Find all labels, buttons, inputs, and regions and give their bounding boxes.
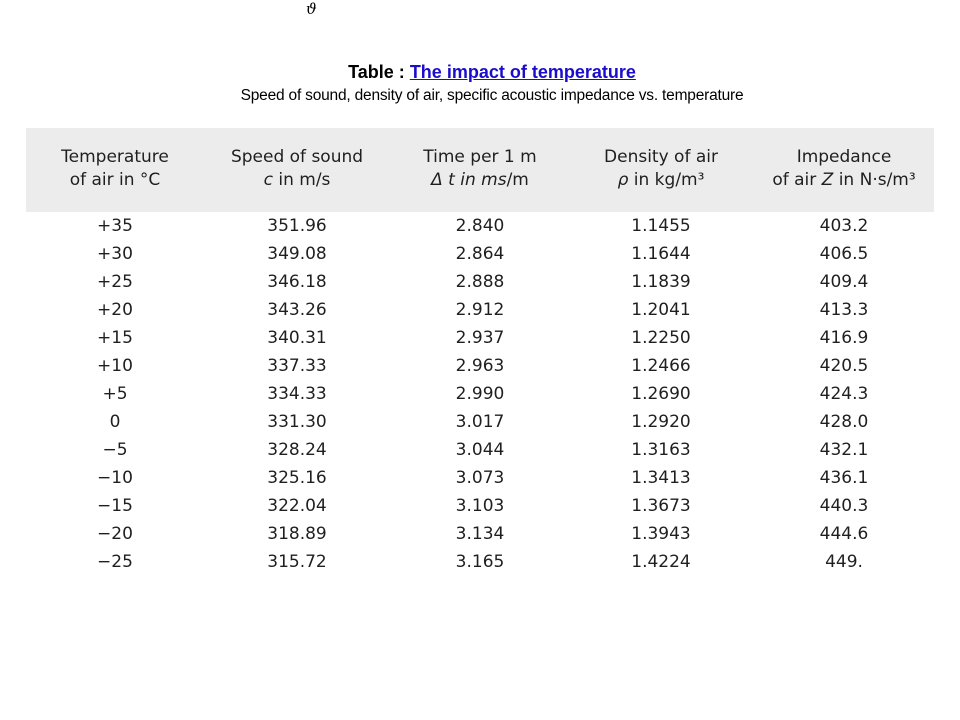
table-row [0, 548, 960, 576]
table-cell-time-per-1m: 2.937 [455, 328, 505, 348]
table-cell-impedance: 424.3 [819, 384, 869, 404]
table-cell-speed-of-sound: 322.04 [267, 496, 327, 516]
table-cell-impedance: 449. [825, 552, 863, 572]
table-cell-temperature: −15 [97, 496, 133, 516]
table-row [0, 520, 960, 548]
table-cell-temperature: −25 [97, 552, 133, 572]
table-cell-time-per-1m: 3.073 [455, 468, 505, 488]
table-cell-density-of-air: 1.3673 [631, 496, 691, 516]
table-cell-density-of-air: 1.2250 [631, 328, 691, 348]
table-title [0, 61, 960, 83]
table-cell-impedance: 413.3 [819, 300, 869, 320]
table-cell-time-per-1m: 3.134 [455, 524, 505, 544]
table-cell-speed-of-sound: 351.96 [267, 216, 327, 236]
column-header-line1: Density of air [604, 147, 718, 167]
table-cell-temperature: +30 [97, 244, 133, 264]
table-cell-speed-of-sound: 346.18 [267, 272, 327, 292]
title-prefix: Table : [348, 62, 410, 82]
table-cell-impedance: 428.0 [819, 412, 869, 432]
table-cell-temperature: +15 [97, 328, 133, 348]
table-cell-time-per-1m: 3.044 [455, 440, 505, 460]
table-row [0, 324, 960, 352]
title-link[interactable]: The impact of temperature [409, 62, 636, 82]
column-header-line2: Δ t in ms/m [431, 170, 529, 190]
table-cell-speed-of-sound: 340.31 [267, 328, 327, 348]
table-cell-time-per-1m: 2.990 [455, 384, 505, 404]
table-cell-speed-of-sound: 328.24 [267, 440, 327, 460]
column-header-line1: Time per 1 m [423, 147, 537, 167]
table-cell-speed-of-sound: 343.26 [267, 300, 327, 320]
table-cell-time-per-1m: 2.888 [455, 272, 505, 292]
table-cell-time-per-1m: 3.017 [455, 412, 505, 432]
table-row [0, 240, 960, 268]
table-cell-impedance: 409.4 [819, 272, 869, 292]
table-cell-speed-of-sound: 318.89 [267, 524, 327, 544]
table-cell-temperature: −5 [102, 440, 128, 460]
table-cell-time-per-1m: 2.840 [455, 216, 505, 236]
table-cell-temperature: −10 [97, 468, 133, 488]
table-subtitle: Speed of sound, density of air, specific acoustic impedance vs. temperature [240, 87, 744, 104]
table-cell-density-of-air: 1.4224 [631, 552, 691, 572]
table-cell-density-of-air: 1.3413 [631, 468, 691, 488]
table-row [0, 268, 960, 296]
table-cell-temperature: 0 [109, 412, 121, 432]
column-header-density-of-air [586, 146, 736, 192]
table-cell-density-of-air: 1.1644 [631, 244, 691, 264]
column-header-line2: c in m/s [263, 170, 331, 190]
table-cell-speed-of-sound: 331.30 [267, 412, 327, 432]
table-cell-impedance: 444.6 [819, 524, 869, 544]
table-cell-temperature: +20 [97, 300, 133, 320]
table-row [0, 464, 960, 492]
table-cell-impedance: 420.5 [819, 356, 869, 376]
column-header-line2: ρ in kg/m³ [617, 170, 705, 190]
column-header-line1: Speed of sound [230, 147, 364, 167]
table-row [0, 352, 960, 380]
table-cell-temperature: +35 [97, 216, 133, 236]
column-header-impedance [764, 146, 924, 192]
table-cell-speed-of-sound: 334.33 [267, 384, 327, 404]
table-cell-temperature: +25 [97, 272, 133, 292]
table-row [0, 492, 960, 520]
table-cell-time-per-1m: 2.963 [455, 356, 505, 376]
table-cell-impedance: 416.9 [819, 328, 869, 348]
table-cell-impedance: 440.3 [819, 496, 869, 516]
table-cell-temperature: +10 [97, 356, 133, 376]
column-header-line1: Impedance [796, 147, 892, 167]
table-row [0, 408, 960, 436]
table-cell-time-per-1m: 2.864 [455, 244, 505, 264]
column-header-line2: of air Z in N·s/m³ [772, 170, 916, 190]
table-row [0, 436, 960, 464]
table-cell-speed-of-sound: 349.08 [267, 244, 327, 264]
table-cell-density-of-air: 1.3943 [631, 524, 691, 544]
table-cell-density-of-air: 1.2041 [631, 300, 691, 320]
column-header-line1: Temperature [61, 147, 169, 167]
table-cell-density-of-air: 1.2920 [631, 412, 691, 432]
table-cell-speed-of-sound: 337.33 [267, 356, 327, 376]
table-cell-time-per-1m: 3.165 [455, 552, 505, 572]
table-cell-impedance: 432.1 [819, 440, 869, 460]
table-cell-impedance: 406.5 [819, 244, 869, 264]
column-header-speed-of-sound [222, 146, 372, 192]
table-cell-impedance: 436.1 [819, 468, 869, 488]
table-cell-speed-of-sound: 325.16 [267, 468, 327, 488]
table-row [0, 380, 960, 408]
table-cell-temperature: +5 [102, 384, 128, 404]
table-cell-density-of-air: 1.1839 [631, 272, 691, 292]
table-cell-temperature: −20 [97, 524, 133, 544]
table-cell-time-per-1m: 3.103 [455, 496, 505, 516]
table-cell-time-per-1m: 2.912 [455, 300, 505, 320]
column-header-time-per-1m [405, 146, 555, 192]
table-cell-impedance: 403.2 [819, 216, 869, 236]
table-cell-density-of-air: 1.2690 [631, 384, 691, 404]
table-row [0, 212, 960, 240]
column-header-temperature [40, 146, 190, 192]
table-row [0, 296, 960, 324]
theta-symbol: ϑ [306, 0, 317, 18]
table-cell-density-of-air: 1.2466 [631, 356, 691, 376]
column-header-line2: of air in °C [69, 170, 161, 190]
table-cell-density-of-air: 1.3163 [631, 440, 691, 460]
table-cell-density-of-air: 1.1455 [631, 216, 691, 236]
table-cell-speed-of-sound: 315.72 [267, 552, 327, 572]
